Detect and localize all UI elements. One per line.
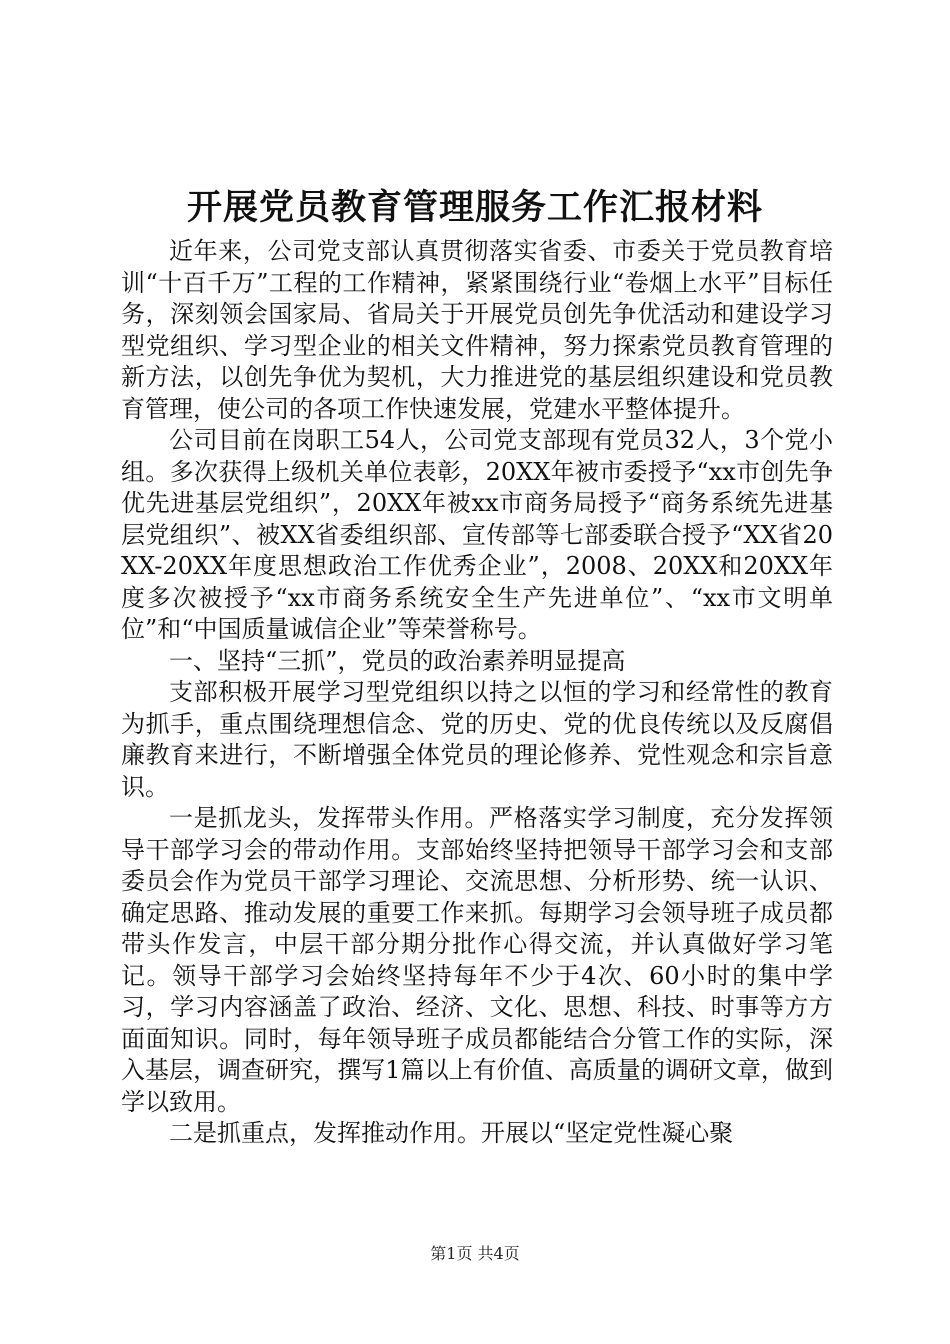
paragraph-section-1-intro: 支部积极开展学习型党组织以持之以恒的学习和经常性的教育为抓手，重点围绕理想信念、党的历史、党的优良传统以及反腐倡廉教育来进行，不断增强全体党员的理论修养、党性观念和宗旨意识。: [121, 678, 833, 801]
page-footer: 第1页 共4页: [430, 1244, 520, 1263]
paragraph-company-overview: 公司目前在岗职工54人，公司党支部现有党员32人，3个党小组。多次获得上级机关单位表彰，20XX年被市委授予“xx市创先争优先进基层党组织”，20XX年被xx市商务局授予“商务系统先进基层党组织”、被XX省委组织部、宣传部等七部委联合授予“XX省20XX-20XX年度思想政治工作优秀企业”，2008、20XX和20XX年度多次被授予“xx市商务系统安全生产先进单位”、“xx市文明单位”和“中国质量诚信企业”等荣誉称号。: [121, 426, 833, 643]
paragraph-intro: 近年来，公司党支部认真贯彻落实省委、市委关于党员教育培训“十百千万”工程的工作精神，紧紧围绕行业“卷烟上水平”目标任务，深刻领会国家局、省局关于开展党员创先争优活动和建设学习型党组织、学习型企业的相关文件精神，努力探索党员教育管理的新方法，以创先争优为契机，大力推进党的基层组织建设和党员教育管理，使公司的各项工作快速发展，党建水平整体提升。: [121, 237, 833, 423]
section-heading-1: 一、坚持“三抓”，党员的政治素养明显提高: [169, 646, 626, 675]
document-body: [121, 236, 833, 1150]
paragraph-point-1: 一是抓龙头，发挥带头作用。严格落实学习制度，充分发挥领导干部学习会的带动作用。支部始终坚持把领导干部学习会和支部委员会作为党员干部学习理论、交流思想、分析形势、统一认识、确定思路、推动发展的重要工作来抓。每期学习会领导班子成员都带头作发言，中层干部分期分批作心得交流，并认真做好学习笔记。领导干部学习会始终坚持每年不少于4次、60小时的集中学习，学习内容涵盖了政治、经济、文化、思想、科技、时事等方方面面知识。同时，每年领导班子成员都能结合分管工作的实际，深入基层，调查研究，撰写1篇以上有价值、高质量的调研文章，做到学以致用。: [121, 804, 833, 1116]
document-title: 开展党员教育管理服务工作汇报材料: [186, 187, 763, 228]
paragraph-point-2: 二是抓重点，发挥推动作用。开展以“坚定党性凝心聚: [169, 1119, 734, 1147]
